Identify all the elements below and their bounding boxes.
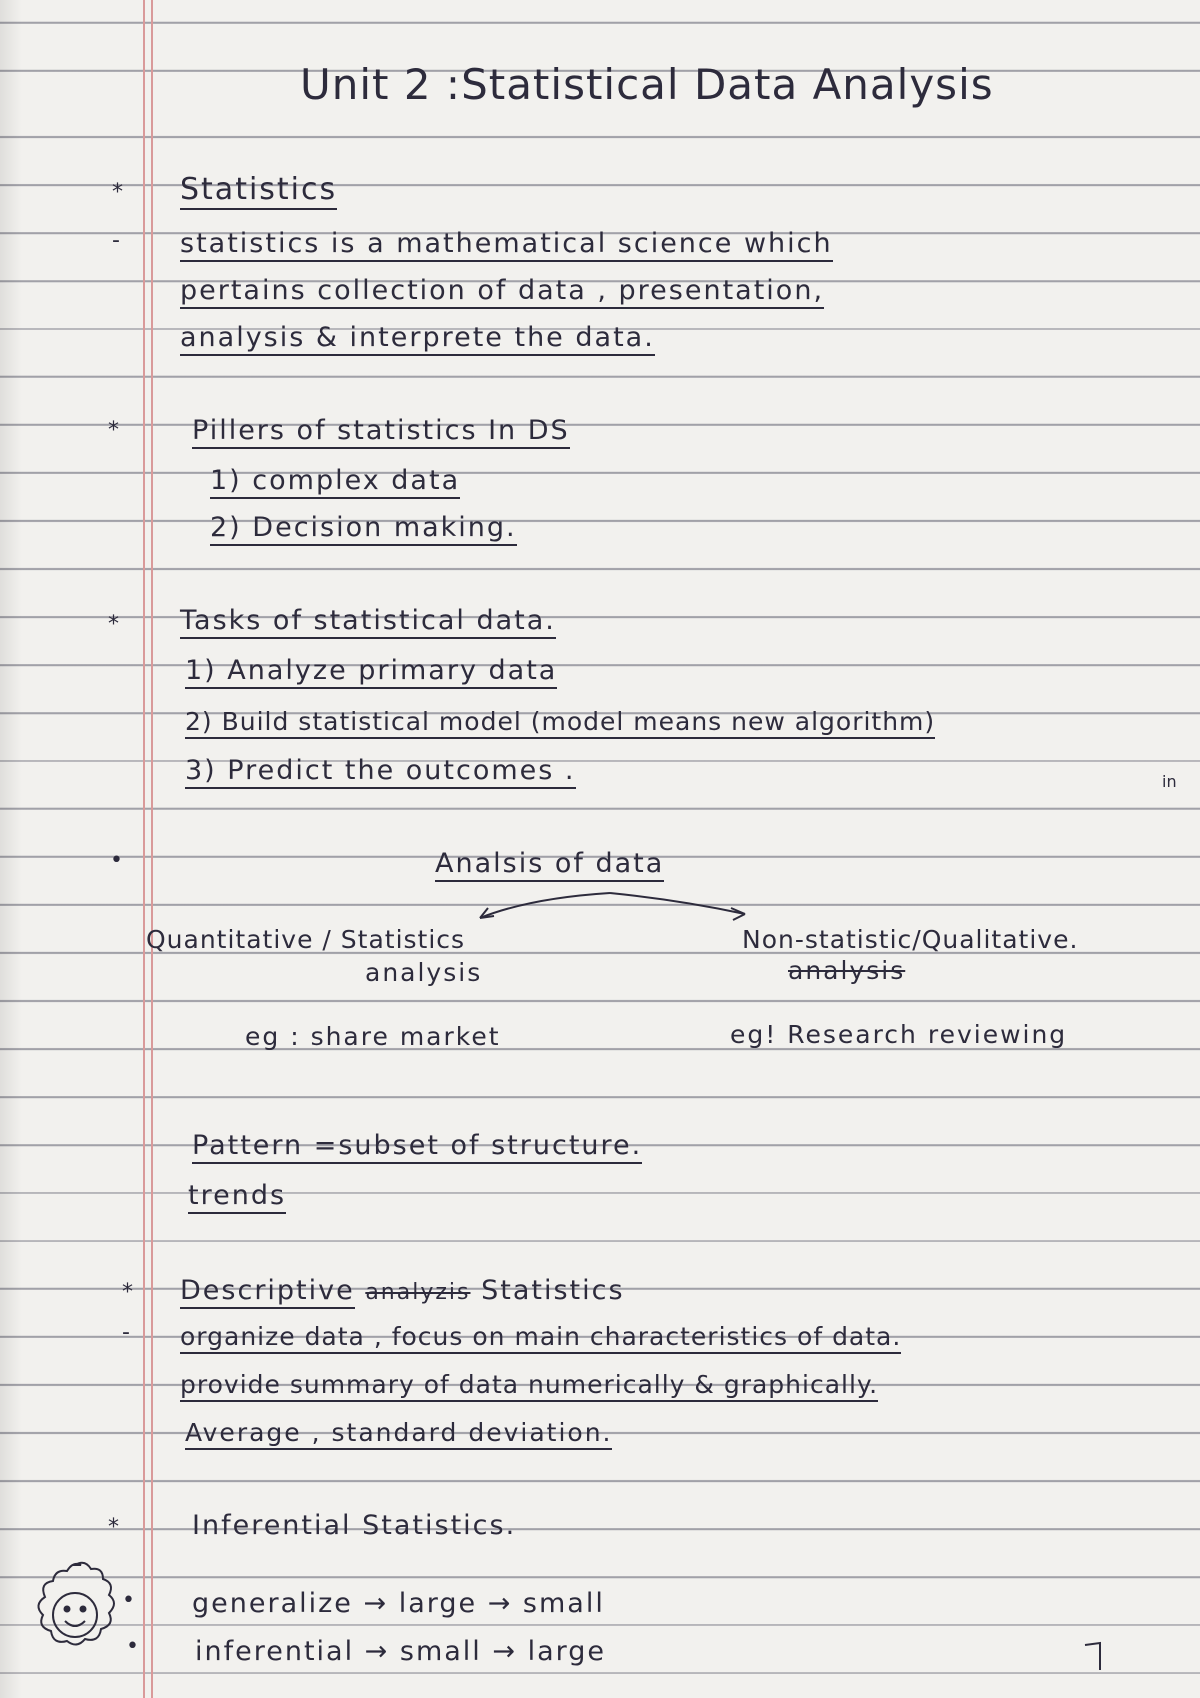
statistics-line-3: analysis & interprete the data. [180, 322, 655, 353]
smiley-doodle-icon [20, 1555, 130, 1675]
heading-pillars: Pillers of statistics In DS [192, 415, 570, 446]
statistics-line-1: statistics is a mathematical science which [180, 228, 833, 259]
qualitative-label: Non-statistic/Qualitative. [742, 925, 1079, 954]
star-marker: * [108, 612, 119, 637]
dash-marker: - [122, 1320, 130, 1345]
star-marker: * [108, 418, 119, 443]
dot-marker: • [126, 1634, 139, 1659]
dot-marker: • [110, 848, 123, 873]
margin-note: in [1162, 772, 1177, 791]
dash-marker: - [112, 228, 120, 253]
descriptive-line-2: provide summary of data numerically & graphically. [180, 1370, 878, 1399]
task-item: 1) Analyze primary data [185, 655, 557, 686]
page-title: Unit 2 :Statistical Data Analysis [300, 60, 994, 109]
inferential-line: inferential → small → large [195, 1636, 607, 1667]
pillar-item: 1) complex data [210, 465, 460, 496]
heading-statistics: Statistics [180, 172, 337, 207]
star-marker: * [112, 180, 123, 205]
heading-inferential: Inferential Statistics. [192, 1510, 517, 1541]
quantitative-sub: analysis [365, 958, 483, 987]
task-item: 3) Predict the outcomes . [185, 755, 576, 786]
star-marker: * [122, 1280, 133, 1305]
qualitative-example: eg! Research reviewing [730, 1020, 1068, 1049]
heading-descriptive: Descriptive analyzis Statistics [180, 1275, 625, 1306]
trends-line: trends [188, 1180, 286, 1211]
generalize-line: generalize → large → small [192, 1588, 605, 1619]
heading-analysis: Analsis of data [435, 848, 664, 879]
dot-marker: • [122, 1588, 135, 1613]
heading-tasks: Tasks of statistical data. [180, 605, 556, 636]
pattern-line: Pattern =subset of structure. [192, 1130, 642, 1161]
pillar-item: 2) Decision making. [210, 512, 517, 543]
quantitative-label: Quantitative / Statistics [146, 925, 466, 954]
descriptive-line-3: Average , standard deviation. [185, 1418, 612, 1447]
task-item: 2) Build statistical model (model means new algorithm) [185, 707, 935, 736]
descriptive-line-1: organize data , focus on main characteristics of data. [180, 1322, 901, 1351]
qualitative-sub: analysis [788, 956, 906, 985]
quantitative-example: eg : share market [245, 1022, 501, 1051]
star-marker: * [108, 1515, 119, 1540]
statistics-line-2: pertains collection of data , presentation, [180, 275, 824, 306]
